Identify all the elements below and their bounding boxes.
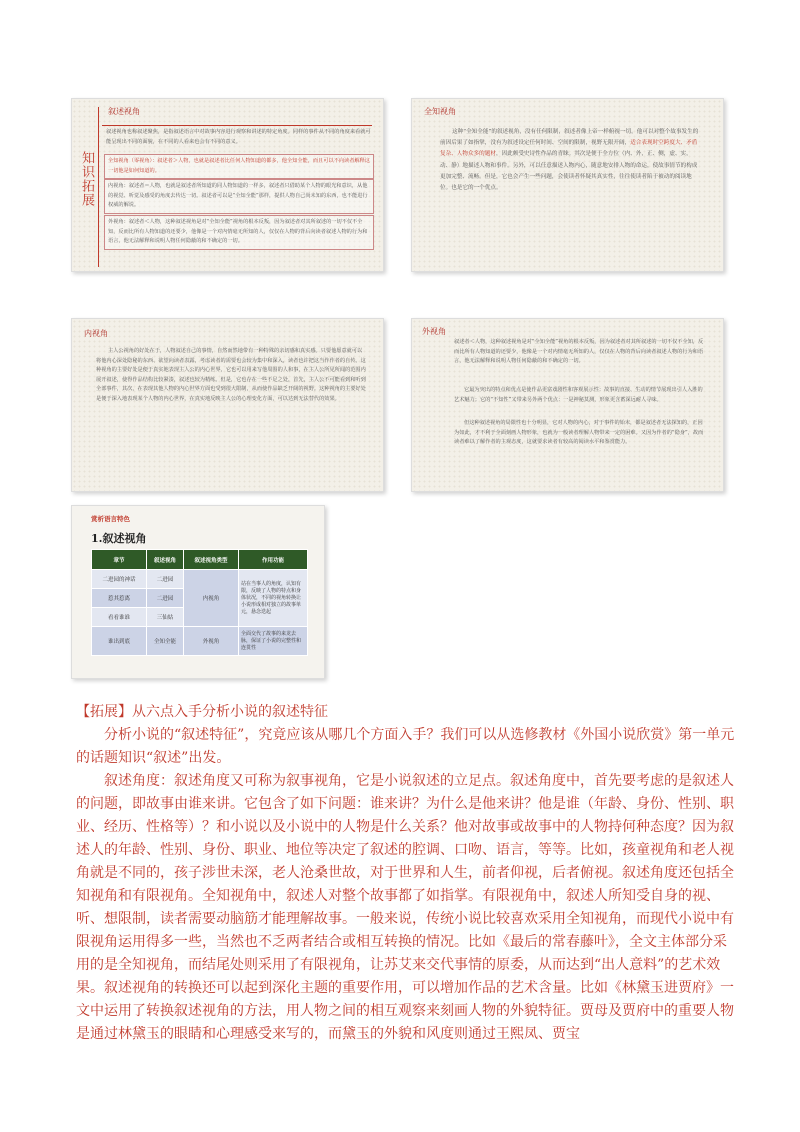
- heading-text: 从六点入手分析小说的叙述特征: [132, 704, 328, 720]
- slide-omniscient-perspective: [411, 98, 724, 272]
- table-cell: 三仙姑: [147, 608, 184, 627]
- table-cell: 惹其惹离: [92, 589, 147, 608]
- slide-text: 也是它的一个优点。: [451, 185, 502, 192]
- slide-narrative-perspective: [71, 98, 384, 272]
- table-cell: 内视角: [184, 570, 239, 627]
- article-paragraph: 叙述角度：叙述角度又可称为叙事视角，它是小说叙述的立足点。叙述角度中，首先要考虑的是叙述人的问题，即故事由谁来讲。它包含了如下问题：谁来讲？为什么是他来讲？他是谁（年龄、身份、性别、职业、经历、性格等）？和小说以及小说中的人物是什么关系？他对故事或故事中的人物持何种态度？因为叙述人的年龄、性别、身份、职业、地位等决定了叙述的腔调、口吻、语言，等等。比如，孩童视角和老人视角就是不同的，孩子涉世未深，老人沧桑世故，对于世界和人生，前者仰视，后者俯视。叙述角度还包括全知视角和有限视角。全知视角中，叙述人对整个故事都了如指掌。有限视角中，叙述人所知受自身的视、听、想限制，读者需要动脑筋才能理解故事。一般来说，传统小说比较喜欢采用全知视角，而现代小说中有限视角运用得多一些，当然也不乏两者结合或相互转换的情况。比如《最后的常春藤叶》，全文主体部分采用的是全知视角，而结尾处则采用了有限视角，让苏艾来交代事情的原委，从而达到“出人意料”的艺术效果。叙述视角的转换还可以起到深化主题的重要作用，可以增加作品的艺术含量。比如《林黛玉进贾府》一文中运用了转换叙述视角的方法，用人物之间的相互观察来刻画人物的外貌特征。贾母及贾府中的重要人物是通过林黛玉的眼睛和心理感受来写的，而黛玉的外貌和风度则通过王熙凤、贾宝: [76, 773, 734, 1042]
- slide-title: 全知视角: [424, 107, 456, 116]
- slide-inner-perspective: [71, 318, 384, 492]
- slide-text: 全知视角（零视角）：叙述者＞人物，也就是叙述者比任何人物知道的都多，他全知全能，而且可以不向读者解释这一切他是如何知道的。: [108, 158, 370, 174]
- table-header: 叙述视角类型: [184, 550, 239, 570]
- table-cell: 外视角: [184, 627, 239, 656]
- table-cell: 二进园: [147, 570, 184, 589]
- table-header: 作用功能: [239, 550, 308, 570]
- divider: [102, 125, 372, 126]
- table-header: 叙述视角: [147, 550, 184, 570]
- table-cell: 全知全能: [147, 627, 184, 656]
- slide-text: ，因此颇受史诗性作品的青睐。其次是便于全方位（内、外，正、侧，虚、实，动、静）地描述人物和事件。另外，可以任意描述人物内心，随意地安排人物的命运，使故事情节的构成更加完整、流畅。但是，它也会产生一些问题，会使读者怀疑其真实性，往往使读者陷于被动的阅读地位。: [440, 151, 698, 192]
- table-cell: 谁出到底: [92, 627, 147, 656]
- table-cell: 看看谁谁: [92, 608, 147, 627]
- table-row: [92, 570, 308, 589]
- article-paragraph: 分析小说的“叙述特征”，究竟应该从哪几个方面入手？我们可以从选修教材《外国小说欣赏》第一单元的话题知识“叙述”出发。: [76, 727, 735, 766]
- divider: [98, 107, 99, 267]
- slide-paragraph: 外视角：叙述者＜人物，这种叙述视角是对“全知全能”视角的根本反叛，因为叙述者对其所叙述的一切不仅不全知，反而比所有人物知道的还要少，他像是一个对内情毫无所知的人，仅仅在人物的背后向读者叙述人物的行为和语言，他无法解释和说明人物任何隐蔽的和不确定的一切。: [104, 215, 374, 250]
- table-cell: 二进园的神话: [92, 570, 147, 589]
- slide-title: 外视角: [422, 327, 446, 336]
- slide-paragraph: 叙述视角也称叙述聚焦，是指叙述语言中对故事内容进行观察和讲述的特定角度。同样的事件从不同的角度来看就可能呈现出不同的面貌，在不同的人看来也会有不同的意义。: [106, 129, 371, 145]
- slide-paragraph: [104, 154, 374, 179]
- extension-heading: [76, 701, 736, 724]
- perspective-table: [91, 549, 308, 656]
- slide-subtitle: 赏析语言特色: [91, 515, 130, 523]
- slide-paragraph: 主人公视角的好处在于，人物叙述自己的事情，自然而然地带有一种特殊的亲切感和真实感。只要他愿意就可以将他内心深处隐秘的东西、欲望向读者表露，考虑读者的需要也会较为集中和深入，读者也许把这当作作者的自传。这种视角的主要好处是便于真实地表现主人公的内心世界，它也可以用来写他周围的人和事，在主人公所见所闻的范围内展开叙述，使得作品结构比较紧凑，叙述也较为精练。但是，它也存在一些不足之处，首先，主人公不可能看到和听到全部事件，其次，在表现其他人物的内心世界方面也受到很大限制，从而使作品缺乏开阔的视野。这种视角的主要好处是便于深入地表现某个人物的内心世界，在真实地反映主人公的心理变化方面，可以达到无法替代的效果。: [96, 348, 366, 402]
- slide-title: 叙述视角: [108, 107, 140, 116]
- slide-text: 这种“全知全能”的叙述视角，没有任何限制，叙述者像上帝一样俯视一切。他可以对整个故事发生的前因后果了如指掌，没有为叙述设定任何时间、空间的限制，视野无限开阔，: [440, 129, 699, 147]
- slide-paragraph: 叙述者＜人物，这种叙述视角是对“全知全能”视角的根本反叛，因为叙述者对其所叙述的一切不仅不全知，反而比所有人物知道的还要少，他像是一个对内情毫无所知的人，仅仅在人物的背后向读者叙述人物的行为和语言，他无法解释和说明人物任何隐蔽的和不确定的一切。: [454, 339, 704, 365]
- slide-paragraph: 内视角：叙述者＝人物，也就是叙述者所知道的同人物知道的一样多，叙述者只借助某个人物的眼光和意识，从他的视觉、听觉及感受的角度去传达一切。叙述者可以是“全知全能”那样，提供人物自己尚未知的东西，也不能进行权威的解说。: [104, 179, 374, 214]
- table-cell: 二进园: [147, 589, 184, 608]
- table-header: 章节: [92, 550, 147, 570]
- slide-language-analysis: [71, 505, 325, 679]
- slide-title: 内视角: [84, 329, 108, 338]
- slide-title: 1.叙述视角: [91, 532, 147, 545]
- table-header-row: [92, 550, 308, 570]
- article-body: [76, 724, 736, 1046]
- table-cell: 站在当事人的角度，认知有限，反映了人物的特点和身体状况，不同的视角转换让小说形成相对独立的故事单元，悬念迭起: [239, 570, 308, 627]
- heading-bracket: 【拓展】: [76, 704, 132, 720]
- side-label: 知识拓展: [79, 151, 94, 207]
- slide-paragraph: 它最为突出的特点和优点是使作品更富戏剧性和客观展示性：故事的直接、生动的情节展现出引人入胜的艺术魅力；它的“不知性”又带来另外两个优点：一是神秘莫测，形象更含蓄深远耐人寻味。: [454, 387, 703, 403]
- table-cell: 全面交代了故事的来龙去脉，保证了小说的完整性和连贯性: [239, 627, 308, 656]
- slide-paragraph: [440, 127, 700, 194]
- slide-paragraph: 但这种叙述视角的局限性也十分明显，它对人物的内心，对于事件的始末，都是叙述者无法探知的，正因为如此，才不利于全面刻画人物形象，也就为一般读者理解人物带来一定的困难。又因为作者的“隐身”，故而读者难以了解作者的主观态度，这就要求读者有较高的阅读水平和鉴赏能力。: [454, 420, 704, 446]
- slide-text-highlight: 适合表现时空跨度大、矛盾复杂、人物众多的题材: [440, 140, 698, 158]
- slide-outer-perspective: [411, 318, 724, 492]
- table-row: [92, 627, 308, 656]
